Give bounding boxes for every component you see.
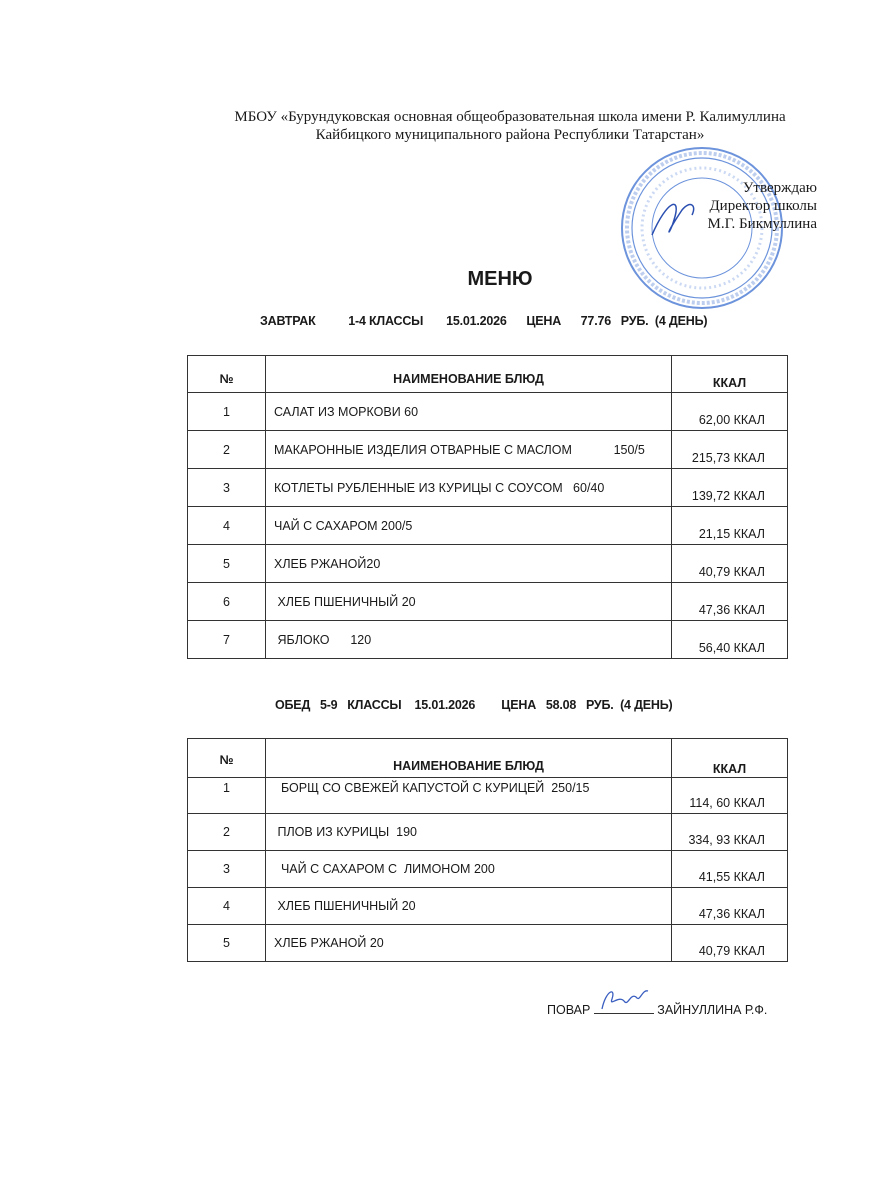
kcal-value: 40,79 ККАЛ [672, 925, 788, 962]
kcal-value: 114, 60 ККАЛ [672, 778, 788, 814]
col-number: № [188, 356, 266, 393]
dish-name: ХЛЕБ РЖАНОЙ 20 [266, 925, 672, 962]
kcal-value: 40,79 ККАЛ [672, 545, 788, 583]
row-number: 5 [188, 925, 266, 962]
row-number: 3 [188, 851, 266, 888]
approval-label: Утверждаю [742, 180, 817, 196]
table-row [188, 778, 788, 814]
signature [594, 1001, 654, 1014]
dish-name: ПЛОВ ИЗ КУРИЦЫ 190 [266, 814, 672, 851]
table-row [188, 621, 788, 659]
breakfast-subtitle: ЗАВТРАК 1-4 КЛАССЫ 15.01.2026 ЦЕНА 77.76 РУБ. (4 ДЕНЬ) [260, 314, 708, 328]
table-header [188, 356, 788, 393]
cook-name: ЗАЙНУЛЛИНА Р.Ф. [657, 1003, 768, 1017]
lunch-subtitle: ОБЕД 5-9 КЛАССЫ 15.01.2026 ЦЕНА 58.08 РУБ. (4 ДЕНЬ) [275, 698, 673, 712]
cook-signature-line [547, 1001, 767, 1017]
kcal-value: 21,15 ККАЛ [672, 507, 788, 545]
kcal-value: 215,73 ККАЛ [672, 431, 788, 469]
dish-name: ХЛЕБ ПШЕНИЧНЫЙ 20 [266, 583, 672, 621]
table-row [188, 431, 788, 469]
kcal-value: 139,72 ККАЛ [672, 469, 788, 507]
dish-name: ЯБЛОКО 120 [266, 621, 672, 659]
dish-name: МАКАРОННЫЕ ИЗДЕЛИЯ ОТВАРНЫЕ С МАСЛОМ 150/5 [266, 431, 672, 469]
dish-name: ХЛЕБ ПШЕНИЧНЫЙ 20 [266, 888, 672, 925]
table-row [188, 507, 788, 545]
row-number: 2 [188, 814, 266, 851]
kcal-value: 62,00 ККАЛ [672, 393, 788, 431]
row-number: 3 [188, 469, 266, 507]
table-row [188, 925, 788, 962]
kcal-value: 56,40 ККАЛ [672, 621, 788, 659]
table-row [188, 583, 788, 621]
table-row [188, 851, 788, 888]
row-number: 7 [188, 621, 266, 659]
breakfast-table [187, 355, 788, 659]
table-row [188, 393, 788, 431]
table-row [188, 888, 788, 925]
table-row [188, 545, 788, 583]
kcal-value: 47,36 ККАЛ [672, 888, 788, 925]
col-dish-name: НАИМЕНОВАНИЕ БЛЮД [266, 739, 672, 778]
row-number: 2 [188, 431, 266, 469]
table-row [188, 814, 788, 851]
table-header [188, 739, 788, 778]
table-row [188, 469, 788, 507]
dish-name: ХЛЕБ РЖАНОЙ20 [266, 545, 672, 583]
row-number: 1 [188, 393, 266, 431]
kcal-value: 47,36 ККАЛ [672, 583, 788, 621]
page-title: МЕНЮ [467, 268, 533, 290]
org-name-line2: Кайбицкого муниципального района Республики Татарстан» [315, 127, 705, 143]
dish-name: ЧАЙ С САХАРОМ 200/5 [266, 507, 672, 545]
col-dish-name: НАИМЕНОВАНИЕ БЛЮД [266, 356, 672, 393]
col-kcal: ККАЛ [672, 739, 788, 778]
dish-name: КОТЛЕТЫ РУБЛЕННЫЕ ИЗ КУРИЦЫ С СОУСОМ 60/40 [266, 469, 672, 507]
dish-name: БОРЩ СО СВЕЖЕЙ КАПУСТОЙ С КУРИЦЕЙ 250/15 [266, 778, 672, 814]
kcal-value: 41,55 ККАЛ [672, 851, 788, 888]
row-number: 1 [188, 778, 266, 814]
row-number: 5 [188, 545, 266, 583]
dish-name: ЧАЙ С САХАРОМ С ЛИМОНОМ 200 [266, 851, 672, 888]
row-number: 4 [188, 507, 266, 545]
col-number: № [188, 739, 266, 778]
approver-position: Директор школы [709, 198, 817, 214]
row-number: 4 [188, 888, 266, 925]
approver-name: М.Г. Бикмуллина [707, 216, 817, 232]
lunch-table [187, 738, 788, 962]
kcal-value: 334, 93 ККАЛ [672, 814, 788, 851]
approval-block [707, 179, 817, 233]
col-kcal: ККАЛ [672, 356, 788, 393]
cook-label: ПОВАР [547, 1003, 591, 1017]
dish-name: САЛАТ ИЗ МОРКОВИ 60 [266, 393, 672, 431]
row-number: 6 [188, 583, 266, 621]
org-name-line1: МБОУ «Бурундуковская основная общеобразовательная школа имени Р. Калимуллина [234, 109, 786, 125]
